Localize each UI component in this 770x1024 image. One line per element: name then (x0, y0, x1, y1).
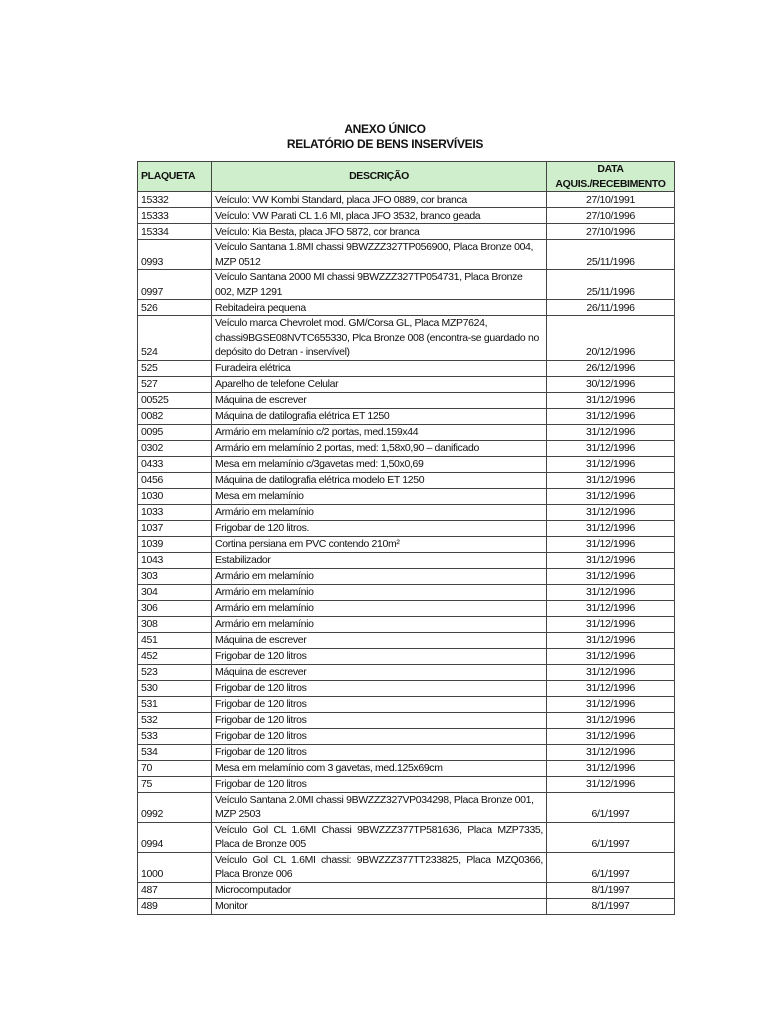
cell-descricao: Frigobar de 120 litros (212, 744, 547, 760)
cell-data: 31/12/1996 (547, 664, 675, 680)
table-row (138, 728, 675, 744)
cell-plaqueta: 0993 (138, 240, 212, 270)
cell-plaqueta: 304 (138, 584, 212, 600)
column-header-plaqueta: PLAQUETA (138, 162, 212, 192)
cell-descricao: Estabilizador (212, 552, 547, 568)
table-header (138, 162, 675, 192)
cell-descricao: Veículo Gol CL 1.6MI Chassi 9BWZZZ377TP581636, Placa MZP7335, Placa de Bronze 005 (212, 822, 547, 852)
document-title: ANEXO ÚNICO (344, 122, 426, 136)
cell-data: 31/12/1996 (547, 584, 675, 600)
table-row (138, 616, 675, 632)
cell-data: 8/1/1997 (547, 882, 675, 898)
table-row (138, 208, 675, 224)
table-row (138, 270, 675, 300)
cell-plaqueta: 530 (138, 680, 212, 696)
cell-data: 31/12/1996 (547, 552, 675, 568)
cell-data: 31/12/1996 (547, 696, 675, 712)
cell-data: 30/12/1996 (547, 376, 675, 392)
cell-plaqueta: 0992 (138, 792, 212, 822)
table-row (138, 680, 675, 696)
cell-plaqueta: 75 (138, 776, 212, 792)
cell-data: 6/1/1997 (547, 792, 675, 822)
column-header-data-line1: DATA (597, 163, 624, 175)
cell-descricao: Frigobar de 120 litros (212, 696, 547, 712)
document-header (0, 122, 770, 152)
cell-plaqueta: 452 (138, 648, 212, 664)
table-row (138, 712, 675, 728)
cell-data: 6/1/1997 (547, 822, 675, 852)
cell-plaqueta: 526 (138, 300, 212, 316)
cell-data: 31/12/1996 (547, 392, 675, 408)
cell-plaqueta: 0082 (138, 408, 212, 424)
cell-descricao: Armário em melamínio (212, 568, 547, 584)
cell-plaqueta: 15334 (138, 224, 212, 240)
cell-descricao: Armário em melamínio c/2 portas, med.159x44 (212, 424, 547, 440)
table-row (138, 240, 675, 270)
cell-data: 26/11/1996 (547, 300, 675, 316)
cell-descricao: Mesa em melamínio c/3gavetas med: 1,50x0,69 (212, 456, 547, 472)
cell-descricao: Frigobar de 120 litros (212, 776, 547, 792)
cell-plaqueta: 0994 (138, 822, 212, 852)
cell-plaqueta: 303 (138, 568, 212, 584)
cell-data: 31/12/1996 (547, 424, 675, 440)
cell-descricao: Mesa em melamínio com 3 gavetas, med.125x69cm (212, 760, 547, 776)
cell-plaqueta: 525 (138, 360, 212, 376)
cell-plaqueta: 527 (138, 376, 212, 392)
cell-data: 31/12/1996 (547, 472, 675, 488)
cell-plaqueta: 15332 (138, 192, 212, 208)
table-row (138, 632, 675, 648)
table-row (138, 776, 675, 792)
cell-data: 31/12/1996 (547, 488, 675, 504)
cell-data: 31/12/1996 (547, 504, 675, 520)
cell-data: 6/1/1997 (547, 852, 675, 882)
cell-descricao: Cortina persiana em PVC contendo 210m² (212, 536, 547, 552)
cell-data: 31/12/1996 (547, 632, 675, 648)
cell-plaqueta: 0095 (138, 424, 212, 440)
cell-descricao: Veículo: VW Parati CL 1.6 MI, placa JFO 3532, branco geada (212, 208, 547, 224)
table-row (138, 744, 675, 760)
table-row (138, 822, 675, 852)
cell-plaqueta: 1030 (138, 488, 212, 504)
cell-descricao: Rebitadeira pequena (212, 300, 547, 316)
cell-descricao: Máquina de datilografia elétrica ET 1250 (212, 408, 547, 424)
cell-data: 27/10/1996 (547, 208, 675, 224)
cell-descricao: Máquina de escrever (212, 392, 547, 408)
table-row (138, 882, 675, 898)
cell-descricao: Frigobar de 120 litros (212, 648, 547, 664)
table-row (138, 424, 675, 440)
table-row (138, 584, 675, 600)
table-row (138, 536, 675, 552)
table-row (138, 696, 675, 712)
cell-plaqueta: 531 (138, 696, 212, 712)
cell-data: 25/11/1996 (547, 240, 675, 270)
table-row (138, 898, 675, 914)
table-row (138, 648, 675, 664)
cell-data: 31/12/1996 (547, 728, 675, 744)
cell-descricao: Armário em melamínio (212, 600, 547, 616)
cell-descricao: Veículo: Kia Besta, placa JFO 5872, cor branca (212, 224, 547, 240)
cell-plaqueta: 15333 (138, 208, 212, 224)
cell-descricao: Veículo Santana 2000 MI chassi 9BWZZZ327TP054731, Placa Bronze 002, MZP 1291 (212, 270, 547, 300)
cell-plaqueta: 0433 (138, 456, 212, 472)
table-row (138, 472, 675, 488)
cell-descricao: Veículo: VW Kombi Standard, placa JFO 0889, cor branca (212, 192, 547, 208)
cell-data: 31/12/1996 (547, 648, 675, 664)
table-row (138, 504, 675, 520)
cell-plaqueta: 534 (138, 744, 212, 760)
column-header-descricao: DESCRIÇÃO (212, 162, 547, 192)
cell-descricao: Microcomputador (212, 882, 547, 898)
column-header-data-line2: AQUIS./RECEBIMENTO (555, 177, 666, 190)
table-row (138, 360, 675, 376)
cell-data: 8/1/1997 (547, 898, 675, 914)
cell-plaqueta: 0456 (138, 472, 212, 488)
cell-data: 31/12/1996 (547, 744, 675, 760)
cell-data: 31/12/1996 (547, 600, 675, 616)
cell-plaqueta: 1043 (138, 552, 212, 568)
cell-plaqueta: 532 (138, 712, 212, 728)
cell-plaqueta: 523 (138, 664, 212, 680)
table-row (138, 600, 675, 616)
cell-descricao: Frigobar de 120 litros (212, 712, 547, 728)
cell-data: 31/12/1996 (547, 712, 675, 728)
cell-data: 27/10/1991 (547, 192, 675, 208)
cell-plaqueta: 00525 (138, 392, 212, 408)
cell-plaqueta: 524 (138, 316, 212, 361)
cell-descricao: Armário em melamínio (212, 616, 547, 632)
cell-plaqueta: 487 (138, 882, 212, 898)
cell-plaqueta: 533 (138, 728, 212, 744)
cell-data: 31/12/1996 (547, 456, 675, 472)
cell-descricao: Frigobar de 120 litros (212, 680, 547, 696)
cell-descricao: Aparelho de telefone Celular (212, 376, 547, 392)
cell-data: 31/12/1996 (547, 680, 675, 696)
cell-descricao: Veículo Gol CL 1.6MI chassi: 9BWZZZ377TT233825, Placa MZQ0366, Placa Bronze 006 (212, 852, 547, 882)
cell-descricao: Frigobar de 120 litros. (212, 520, 547, 536)
table-row (138, 300, 675, 316)
cell-plaqueta: 1000 (138, 852, 212, 882)
cell-descricao: Armário em melamínio (212, 584, 547, 600)
cell-data: 31/12/1996 (547, 536, 675, 552)
table-row (138, 392, 675, 408)
table-row (138, 192, 675, 208)
cell-descricao: Furadeira elétrica (212, 360, 547, 376)
cell-plaqueta: 306 (138, 600, 212, 616)
cell-data: 27/10/1996 (547, 224, 675, 240)
cell-descricao: Mesa em melamínio (212, 488, 547, 504)
cell-data: 25/11/1996 (547, 270, 675, 300)
cell-data: 31/12/1996 (547, 616, 675, 632)
table-row (138, 376, 675, 392)
table-row (138, 552, 675, 568)
cell-plaqueta: 0302 (138, 440, 212, 456)
cell-plaqueta: 1033 (138, 504, 212, 520)
cell-plaqueta: 0997 (138, 270, 212, 300)
table-row (138, 456, 675, 472)
cell-descricao: Armário em melamínio 2 portas, med: 1,58x0,90 – danificado (212, 440, 547, 456)
table-body (138, 192, 675, 915)
cell-plaqueta: 308 (138, 616, 212, 632)
table-row (138, 760, 675, 776)
table-row (138, 664, 675, 680)
cell-plaqueta: 1039 (138, 536, 212, 552)
cell-plaqueta: 70 (138, 760, 212, 776)
cell-descricao: Máquina de datilografia elétrica modelo ET 1250 (212, 472, 547, 488)
cell-plaqueta: 489 (138, 898, 212, 914)
cell-data: 31/12/1996 (547, 776, 675, 792)
table-row (138, 316, 675, 361)
table-row (138, 408, 675, 424)
cell-descricao: Máquina de escrever (212, 664, 547, 680)
cell-descricao: Veículo Santana 2.0MI chassi 9BWZZZ327VP034298, Placa Bronze 001, MZP 2503 (212, 792, 547, 822)
cell-plaqueta: 1037 (138, 520, 212, 536)
table-row (138, 224, 675, 240)
cell-descricao: Frigobar de 120 litros (212, 728, 547, 744)
table-row (138, 440, 675, 456)
table-row (138, 488, 675, 504)
cell-descricao: Monitor (212, 898, 547, 914)
cell-descricao: Veículo Santana 1.8MI chassi 9BWZZZ327TP056900, Placa Bronze 004, MZP 0512 (212, 240, 547, 270)
table-row (138, 792, 675, 822)
cell-data: 26/12/1996 (547, 360, 675, 376)
cell-data: 20/12/1996 (547, 316, 675, 361)
document-subtitle: RELATÓRIO DE BENS INSERVÍVEIS (286, 137, 484, 151)
column-header-data (547, 162, 675, 192)
cell-descricao: Armário em melamínio (212, 504, 547, 520)
cell-data: 31/12/1996 (547, 568, 675, 584)
assets-table (137, 161, 675, 915)
table-row (138, 568, 675, 584)
cell-data: 31/12/1996 (547, 520, 675, 536)
cell-data: 31/12/1996 (547, 440, 675, 456)
cell-plaqueta: 451 (138, 632, 212, 648)
table-row (138, 852, 675, 882)
table-row (138, 520, 675, 536)
cell-descricao: Veículo marca Chevrolet mod. GM/Corsa GL, Placa MZP7624, chassi9BGSE08NVTC655330, Plca Bronze 008 (encontra-se guardado no depósito do Detran - inservível) (212, 316, 547, 361)
cell-descricao: Máquina de escrever (212, 632, 547, 648)
cell-data: 31/12/1996 (547, 760, 675, 776)
cell-data: 31/12/1996 (547, 408, 675, 424)
